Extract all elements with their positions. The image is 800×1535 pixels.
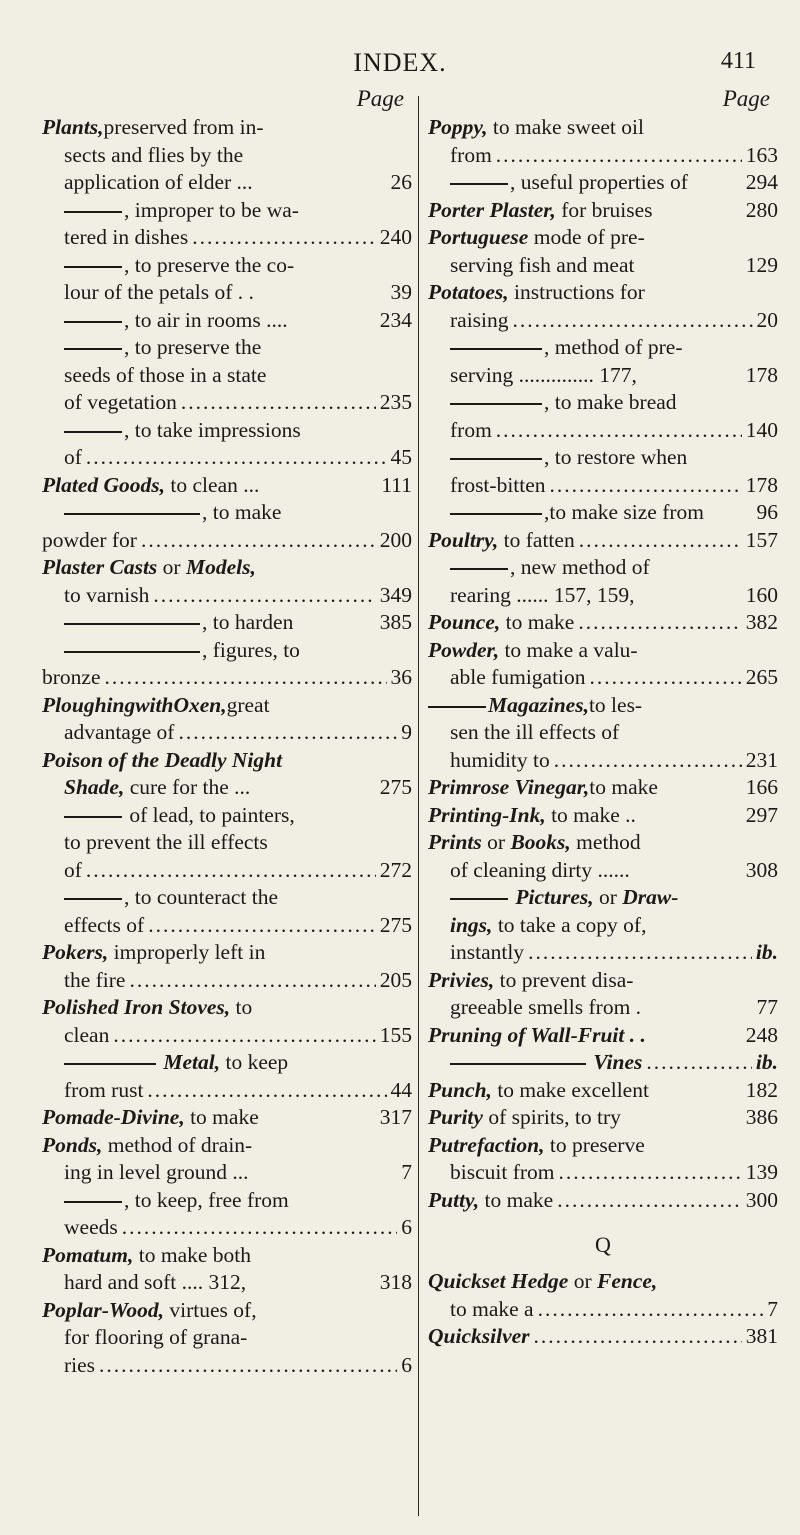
index-entry: Pomade-Divine, to make 317 (42, 1105, 412, 1129)
index-entry: , new method of rearing ...... 157, 159, 160 (450, 555, 778, 607)
page-header (0, 48, 800, 88)
index-entry: , improper to be wa- tered in dishes ..... 240 (42, 197, 412, 252)
index-entry: Polished Iron Stoves, to clean ..... 155 (42, 994, 412, 1049)
index-entry: Pokers, improperly left in the fire ..... 205 (42, 939, 412, 994)
index-entry: , to preserve the co- lour of the petals of . . 39 (64, 252, 412, 304)
index-entry: , to take impressions of ..... 45 (42, 417, 412, 472)
index-entry: , method of pre- serving .............. 177, 178 (450, 335, 778, 387)
index-entry: Putrefaction, to preserve biscuit from ..... 139 (428, 1132, 778, 1187)
left-column (42, 86, 412, 1379)
index-entry: , to keep, free from weeds ..... 6 (42, 1187, 412, 1242)
index-entry: Ponds, method of drain- ing in level ground ... 7 (42, 1132, 412, 1184)
index-entry: Quicksilver ..... 381 (428, 1323, 778, 1351)
column-divider (418, 96, 419, 1516)
index-entry: PloughingwithOxen,great advantage of ..... 9 (42, 692, 412, 747)
index-entry: , useful properties of 294 (428, 169, 778, 197)
index-entry: Poison of the Deadly Night Shade, cure for the ... 275 (42, 747, 412, 799)
index-entry: Pruning of Wall-Fruit . . 248 (428, 1022, 778, 1047)
index-entry: Plaster Casts or Models, to varnish ..... 349 (42, 554, 412, 609)
index-entry: Vines ..... ib. (428, 1049, 778, 1077)
index-entry: Privies, to prevent disa- greeable smells from . 77 (428, 967, 778, 1019)
index-entry: , figures, to bronze ..... 36 (42, 637, 412, 692)
index-entry: , to air in rooms .... 234 (42, 307, 412, 335)
index-entry: Portuguese mode of pre- serving fish and meat 129 (428, 225, 778, 277)
index-entry: Plants,preserved from in- sects and flies by the application of elder ... 26 (42, 115, 412, 194)
index-entry: Magazines,to les- sen the ill effects of humidity to ..... 231 (428, 692, 778, 775)
index-entry: , to harden 385 (42, 609, 412, 637)
index-entry: of lead, to painters, to prevent the ill effects of ..... 272 (42, 802, 412, 885)
index-entry: ,to make size from 96 (428, 499, 778, 527)
index-entry: Prints or Books, method of cleaning dirty ...... 308 (428, 830, 778, 882)
index-entry: Primrose Vinegar,to make 166 (428, 775, 778, 799)
page-column-label: Page (356, 86, 404, 111)
index-entry: , to make powder for ..... 200 (42, 499, 412, 554)
index-entry: Poplar-Wood, virtues of, for flooring of grana- ries ..... 6 (42, 1297, 412, 1380)
index-entry: Poultry, to fatten ..... 157 (428, 527, 778, 555)
index-entry: Purity of spirits, to try 386 (428, 1105, 778, 1129)
index-entry: Pounce, to make ..... 382 (428, 609, 778, 637)
index-title: INDEX. (353, 48, 447, 77)
index-entry: Printing-Ink, to make .. 297 (428, 802, 778, 827)
index-entry: Quickset Hedge or Fence, to make a ..... 7 (428, 1268, 778, 1323)
index-entry: , to counteract the effects of ..... 275 (42, 884, 412, 939)
page-number: 411 (720, 48, 756, 74)
page-column-label: Page (722, 86, 770, 111)
right-column (428, 86, 778, 1351)
section-letter: Q (595, 1232, 611, 1257)
index-entry: Porter Plaster, for bruises 280 (428, 197, 778, 222)
index-entry: Pictures, or Draw- ings, to take a copy of, instantly ..... ib. (428, 884, 778, 967)
index-entry: Pomatum, to make both hard and soft .... 312, 318 (42, 1242, 412, 1294)
index-entry: , to make bread from ..... 140 (428, 389, 778, 444)
index-entry: Powder, to make a valu- able fumigation ..... 265 (428, 637, 778, 692)
index-entry: Poppy, to make sweet oil from ..... 163 (428, 114, 778, 169)
index-entry: Putty, to make ..... 300 (428, 1187, 778, 1215)
index-entry: , to restore when frost-bitten ..... 178 (428, 444, 778, 499)
index-entry: Potatoes, instructions for raising ..... 20 (428, 279, 778, 334)
index-entry: Punch, to make excellent 182 (428, 1077, 778, 1102)
index-entry: Plated Goods, to clean ... 111 (42, 472, 412, 497)
index-entry: , to preserve the seeds of those in a state of vegetation ..... 235 (42, 334, 412, 417)
index-entry: Metal, to keep from rust ..... 44 (42, 1049, 412, 1104)
